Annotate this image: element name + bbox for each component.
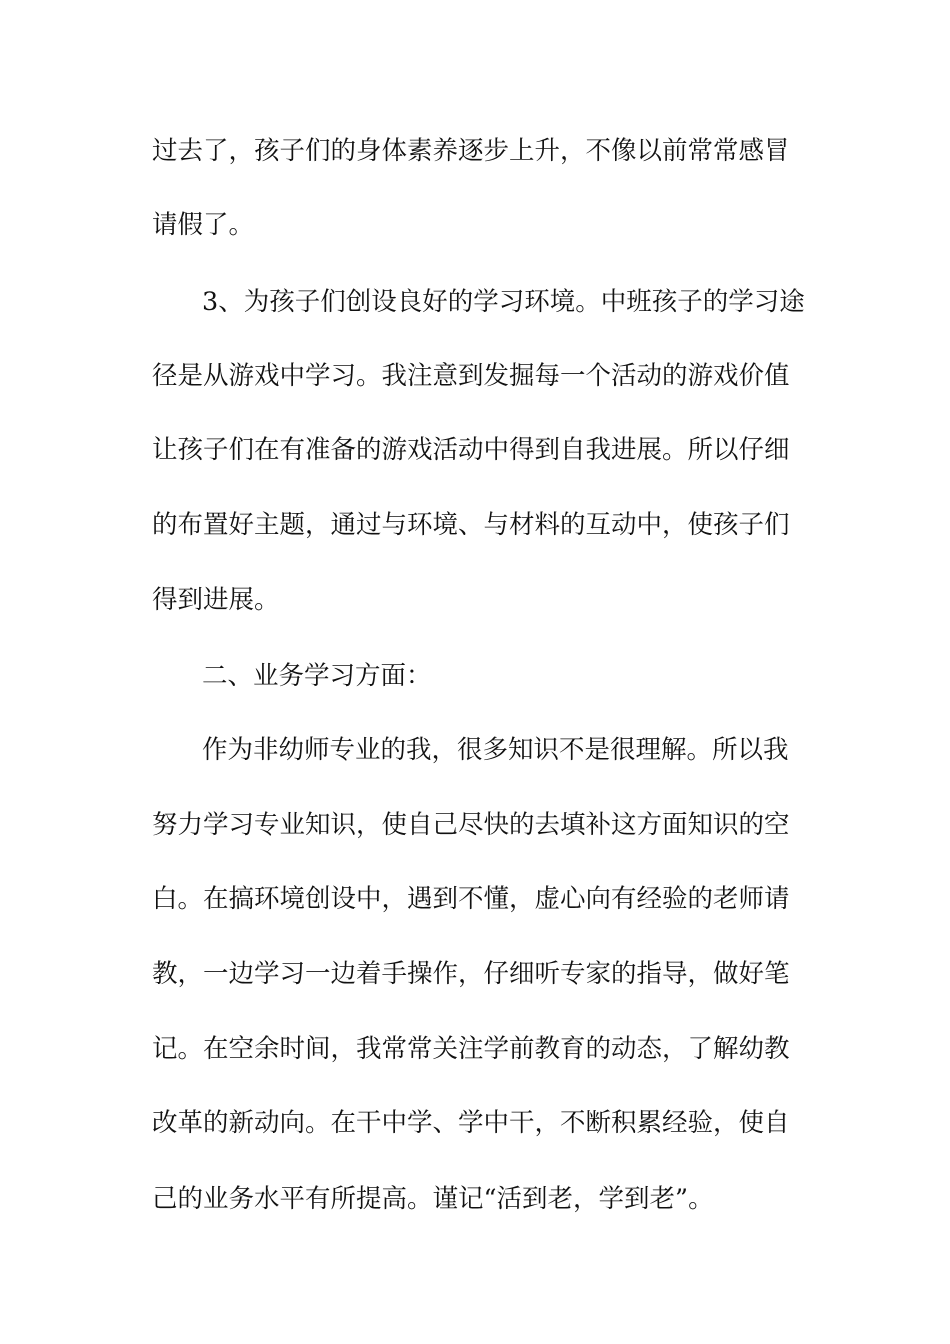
section-heading: 二、业务学习方面： [202,661,432,691]
text-line: 让孩子们在有准备的游戏活动中得到自我进展。所以仔细 [152,435,790,465]
text-line: 改革的新动向。在干中学、学中干，不断积累经验，使自 [152,1108,790,1138]
text-line: 己的业务水平有所提高。谨记“活到老，学到老”。 [152,1184,714,1214]
text-line: 努力学习专业知识，使自己尽快的去填补这方面知识的空 [152,810,790,840]
text-line: 记。在空余时间，我常常关注学前教育的动态，了解幼教 [152,1034,790,1064]
paragraph-start-line: 作为非幼师专业的我，很多知识不是很理解。所以我 [202,735,789,765]
text-line: 的布置好主题，通过与环境、与材料的互动中，使孩子们 [152,510,790,540]
text-line: 径是从游戏中学习。我注意到发掘每一个活动的游戏价值 [152,361,790,391]
text-line: 教，一边学习一边着手操作，仔细听专家的指导，做好笔 [152,959,790,989]
text-line: 白。在搞环境创设中，遇到不懂，虚心向有经验的老师请 [152,884,790,914]
text-line: 请假了。 [152,210,255,240]
text-line: 过去了，孩子们的身体素养逐步上升，不像以前常常感冒 [152,136,790,166]
paragraph-start-line: 3、为孩子们创设良好的学习环境。中班孩子的学习途 [202,287,805,317]
text-line: 得到进展。 [152,585,280,615]
